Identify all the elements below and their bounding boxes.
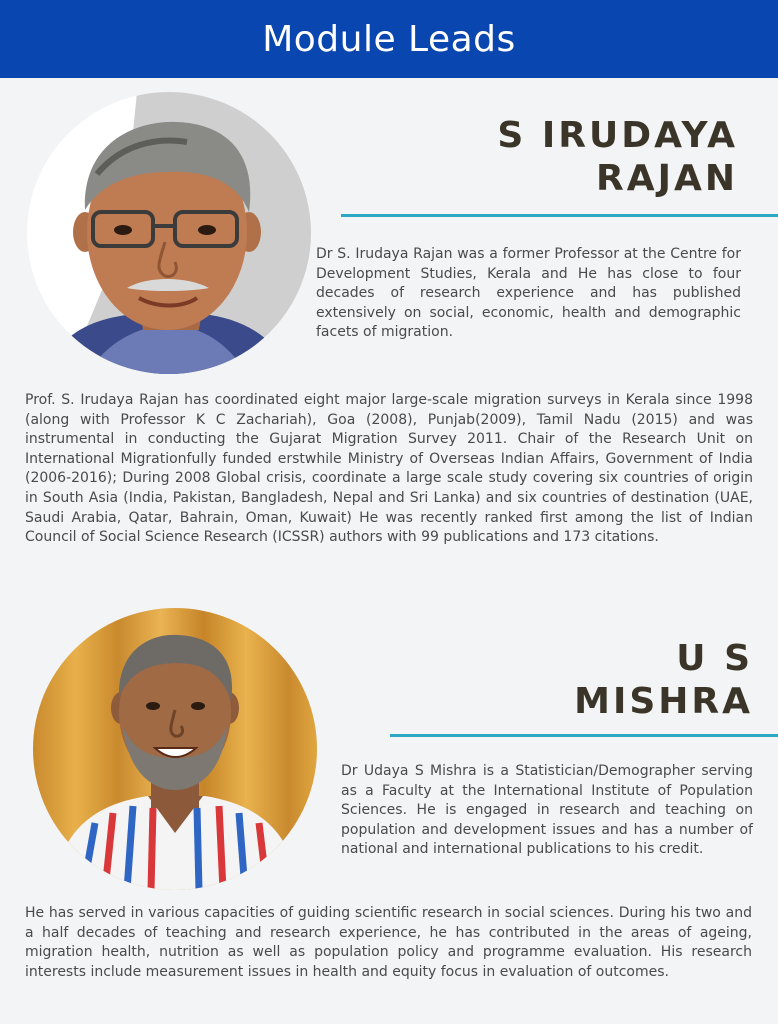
lead-bio-mishra: He has served in various capacities of guiding scientific research in social sciences. During his two and a half decades of teaching and research experience, he has contributed in the areas of ageing, migration health, nutrition as well as population policy and programme evaluation. His research interests include measurement issues in health and equity focus in evaluation of outcomes. bbox=[25, 905, 752, 980]
lead-name-rajan bbox=[358, 114, 738, 200]
lead-intro-mishra: Dr Udaya S Mishra is a Statistician/Demographer serving as a Faculty at the International Institute of Population Sciences. He is engaged in research and teaching on population and development issues and has a number of national and international publications to his credit. bbox=[341, 763, 753, 857]
portrait-photo-rajan bbox=[27, 92, 311, 374]
lead-name-line1: S IRUDAYA bbox=[497, 115, 738, 156]
accent-divider bbox=[390, 734, 778, 737]
lead-name-line1: U S bbox=[676, 638, 753, 679]
page-title: Module Leads bbox=[262, 18, 516, 60]
lead-name-line2: MISHRA bbox=[574, 681, 753, 722]
page-header bbox=[0, 0, 778, 78]
portrait-photo-mishra bbox=[33, 608, 317, 890]
lead-bio-rajan: Prof. S. Irudaya Rajan has coordinated eight major large-scale migration surveys in Kerala since 1998 (along with Professor K C Zachariah), Goa (2008), Punjab(2009), Tamil Nadu (2015) and was instrumental in conducting the Gujarat Migration Survey 2011. Chair of the Research Unit on International Migrationfully funded erstwhile Ministry of Overseas Indian Affairs, Government of India (2006-2016); During 2008 Global crisis, coordinate a large scale study covering six countries of origin in South Asia (India, Pakistan, Bangladesh, Nepal and Sri Lanka) and six countries of destination (UAE, Saudi Arabia, Qatar, Bahrain, Oman, Kuwait) He was recently ranked first among the list of Indian Council of Social Science Research (ICSSR) authors with 99 publications and 173 citations. bbox=[25, 392, 753, 546]
lead-intro-rajan: Dr S. Irudaya Rajan was a former Professor at the Centre for Development Studies, Kerala and He has close to four decades of research experience and has published extensively on social, economic, health and demographic facets of migration. bbox=[316, 246, 741, 340]
lead-name-mishra bbox=[373, 637, 753, 723]
accent-divider bbox=[341, 214, 778, 217]
lead-name-line2: RAJAN bbox=[596, 158, 738, 199]
